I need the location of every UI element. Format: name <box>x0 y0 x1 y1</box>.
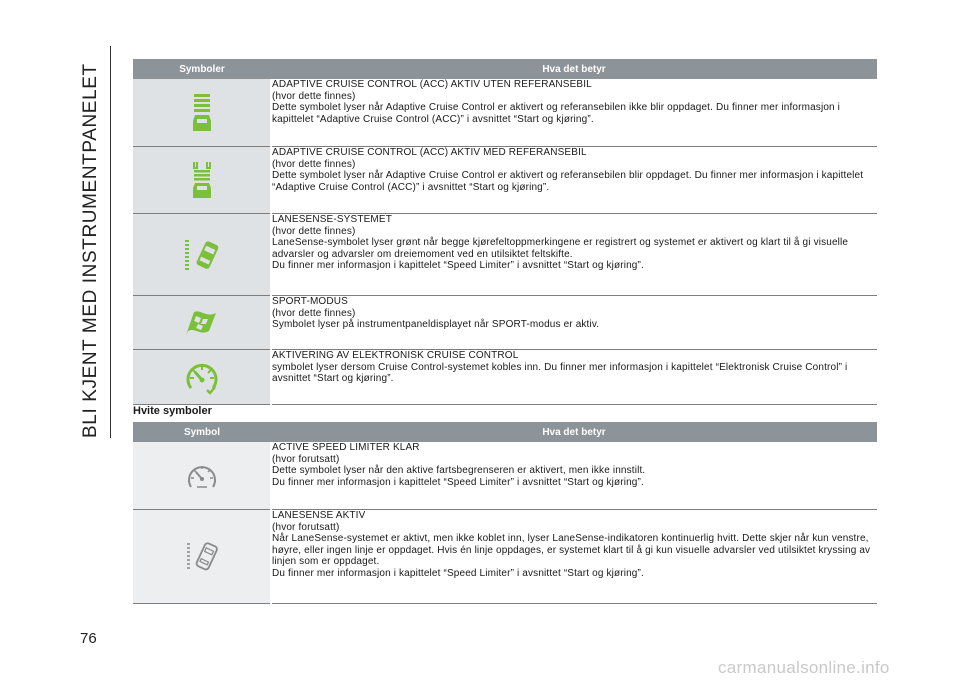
column-header-meaning: Hva det betyr <box>271 422 877 442</box>
watermark-text: carmanualsonline.info <box>718 658 890 677</box>
acc-no-target-vehicle-icon <box>192 93 212 133</box>
chapter-divider <box>110 46 111 438</box>
section-heading-white-symbols: Hvite symboler <box>133 405 212 417</box>
column-header-meaning: Hva det betyr <box>271 59 877 79</box>
symbol-description: symbolet lyser dersom Cruise Control-systemet kobles inn. Du finner mer informasjon i kapittelet “Elektronisk Cruise Control” i avsnittet “Start og kjøring”. <box>272 361 848 384</box>
symbol-title: AKTIVERING AV ELEKTRONISK CRUISE CONTROL <box>272 350 519 361</box>
table-row <box>133 214 877 296</box>
table-row <box>133 350 877 405</box>
table-row <box>133 296 877 350</box>
symbol-title: LANESENSE AKTIV <box>272 510 366 521</box>
symbol-note: (hvor dette finnes) <box>272 225 356 237</box>
symbol-description: LaneSense-symbolet lyser grønt når begge kjørefeltoppmerkingene er registrert og systemet er aktivert og klart til å gi visuelle advarsler og advarsler om dreiemoment ved en utilsiktet feltskifte. <box>272 237 849 260</box>
symbol-title: ADAPTIVE CRUISE CONTROL (ACC) AKTIV UTEN REFERANSEBIL <box>272 79 592 90</box>
symbol-table-green <box>133 59 877 405</box>
symbol-description: Når LaneSense-systemet er aktivt, men ikke koblet inn, lyser LaneSense-indikatoren kontinuerlig hvitt. Dette skjer når kun venstre, høyre, eller ingen linje er oppdaget. Hvis én linje oppdages, er systemet klart til å gi kun visuelle advarsler ved utilsiktet kryssing av linjen som er oppdaget. <box>272 533 871 567</box>
symbol-note: (hvor dette finnes) <box>272 90 356 102</box>
table-row <box>133 510 877 604</box>
speed-limiter-icon <box>185 459 219 493</box>
symbol-table-white <box>133 422 877 604</box>
cruise-control-gauge-icon <box>183 358 221 396</box>
lanesense-icon <box>182 238 222 272</box>
symbol-note: (hvor dette finnes) <box>272 158 356 170</box>
symbol-title: ADAPTIVE CRUISE CONTROL (ACC) AKTIV MED REFERANSEBIL <box>272 147 587 158</box>
symbol-note: (hvor dette finnes) <box>272 307 356 319</box>
chapter-title: BLI KJENT MED INSTRUMENTPANELET <box>80 63 101 438</box>
symbol-description: Dette symbolet lyser når Adaptive Cruise Control er aktivert og referansebilen blir oppdaget. Du finner mer informasjon i kapittelet “Adaptive Cruise Control (ACC)” i avsnittet “Start og kjøring”. <box>272 170 864 193</box>
table-row <box>133 442 877 510</box>
column-header-symbol: Symbol <box>133 422 271 442</box>
symbol-reference: Du finner mer informasjon i kapittelet “Speed Limiter” i avsnittet “Start og kjøring”. <box>272 476 644 488</box>
symbol-description: Dette symbolet lyser når den aktive fartsbegrenseren er aktivert, men ikke innstilt. <box>272 465 646 476</box>
symbol-reference: Du finner mer informasjon i kapittelet “Speed Limiter” i avsnittet “Start og kjøring”. <box>272 260 644 271</box>
symbol-note: (hvor forutsatt) <box>272 453 340 465</box>
column-header-symbol: Symboler <box>133 59 271 79</box>
symbol-note: (hvor forutsatt) <box>272 521 340 533</box>
sport-flag-icon <box>184 309 220 337</box>
page-number: 76 <box>80 630 97 647</box>
symbol-description: Symbolet lyser på instrumentpaneldisplayet når SPORT-modus er aktiv. <box>272 319 600 330</box>
symbol-title: LANESENSE-SYSTEMET <box>272 214 392 225</box>
table-row <box>133 79 877 147</box>
symbol-description: Dette symbolet lyser når Adaptive Cruise Control er aktivert og referansebilen ikke blir oppdaget. Du finner mer informasjon i kapittelet “Adaptive Cruise Control (ACC)” i avsnittet “Start og kjøring”. <box>272 102 841 125</box>
symbol-reference: Du finner mer informasjon i kapittelet “Speed Limiter” i avsnittet “Start og kjøring”. <box>272 567 644 579</box>
lanesense-white-icon <box>184 541 220 573</box>
symbol-title: SPORT-MODUS <box>272 296 348 307</box>
table-row <box>133 147 877 214</box>
acc-target-vehicle-icon <box>192 160 212 200</box>
symbol-title: ACTIVE SPEED LIMITER KLAR <box>272 442 420 453</box>
